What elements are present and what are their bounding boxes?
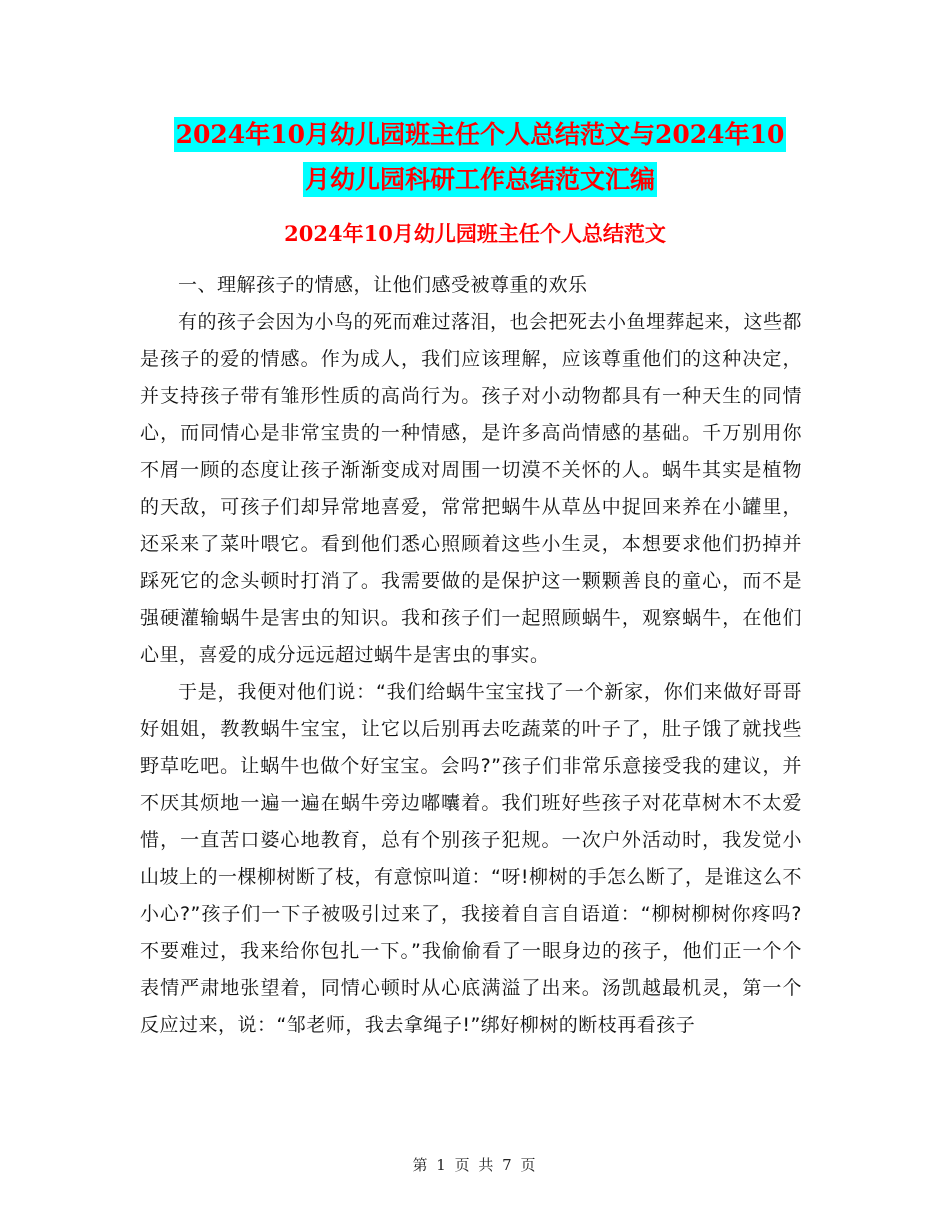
document-body [140, 267, 802, 1044]
paragraph-1: 有的孩子会因为小鸟的死而难过落泪，也会把死去小鱼埋葬起来，这些都是孩子的爱的情感。作为成人，我们应该理解，应该尊重他们的这种决定，并支持孩子带有雏形性质的高尚行为。孩子对小动物都具有一种天生的同情心，而同情心是非常宝贵的一种情感，是许多高尚情感的基础。千万别用你不屑一顾的态度让孩子渐渐变成对周围一切漠不关怀的人。蜗牛其实是植物的天敌，可孩子们却异常地喜爱，常常把蜗牛从草丛中捉回来养在小罐里，还采来了菜叶喂它。看到他们悉心照顾着这些小生灵，本想要求他们扔掉并踩死它的念头顿时打消了。我需要做的是保护这一颗颗善良的童心，而不是强硬灌输蜗牛是害虫的知识。我和孩子们一起照顾蜗牛，观察蜗牛，在他们心里，喜爱的成分远远超过蜗牛是害虫的事实。 [140, 311, 803, 666]
paragraph-2: 于是，我便对他们说：“我们给蜗牛宝宝找了一个新家，你们来做好哥哥好姐姐，教教蜗牛宝宝，让它以后别再去吃蔬菜的叶子了，肚子饿了就找些野草吃吧。让蜗牛也做个好宝宝。会吗?”孩子们非常乐意接受我的建议，并不厌其烦地一遍一遍在蜗牛旁边嘟囔着。我们班好些孩子对花草树木不太爱惜，一直苦口婆心地教育，总有个别孩子犯规。一次户外活动时，我发觉小山坡上的一棵柳树断了枝，有意惊叫道：“呀!柳树的手怎么断了，是谁这么不小心?”孩子们一下子被吸引过来了，我接着自言自语道：“柳树柳树你疼吗?不要难过，我来给你包扎一下。”我偷偷看了一眼身边的孩子，他们正一个个表情严肃地张望着，同情心顿时从心底满溢了出来。汤凯越最机灵，第一个反应过来，说：“邹老师，我去拿绳子!”绑好柳树的断枝再看孩子 [140, 681, 802, 1036]
document-title [140, 112, 820, 202]
title-line-2: 月幼儿园科研工作总结范文汇编 [303, 162, 657, 197]
page-footer: 第 1 页 共 7 页 [412, 1156, 538, 1174]
section-title: 2024年10月幼儿园班主任个人总结范文 [284, 221, 666, 246]
section-heading: 一、理解孩子的情感，让他们感受被尊重的欢乐 [178, 274, 588, 296]
title-line-1: 2024年10月幼儿园班主任个人总结范文与2024年10 [174, 117, 787, 152]
